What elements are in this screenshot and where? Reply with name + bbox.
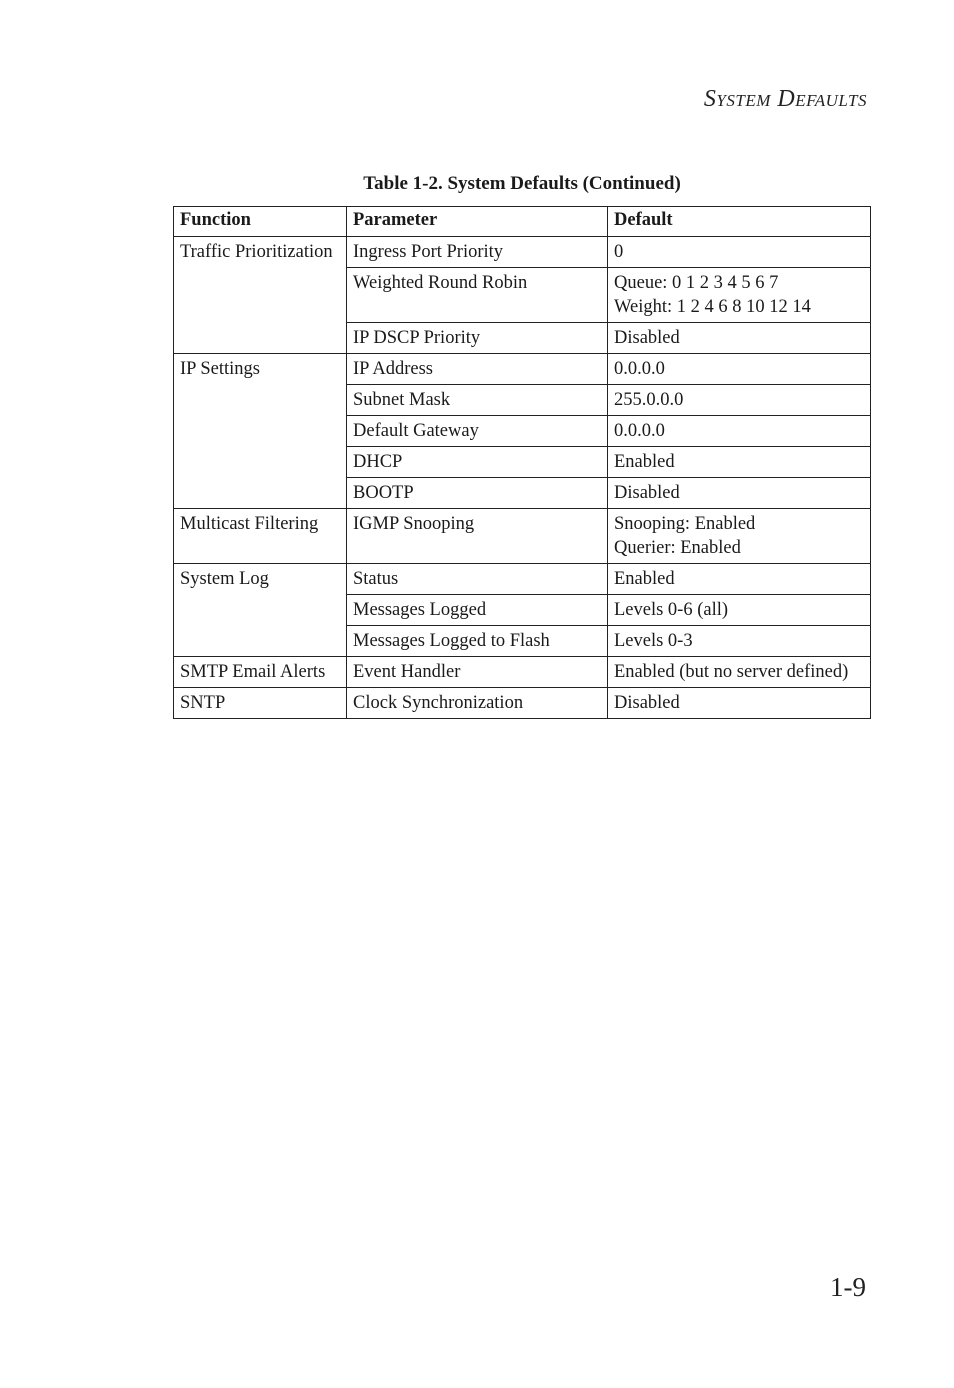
parameter-cell: Subnet Mask [347, 385, 608, 416]
default-cell: 0 [608, 237, 871, 268]
parameter-cell: Ingress Port Priority [347, 237, 608, 268]
column-header-default: Default [608, 207, 871, 237]
function-cell: SMTP Email Alerts [174, 657, 347, 688]
default-cell: Disabled [608, 478, 871, 509]
default-cell: 0.0.0.0 [608, 354, 871, 385]
table-row [174, 688, 871, 719]
parameter-cell: Messages Logged to Flash [347, 626, 608, 657]
system-defaults-table [173, 206, 871, 719]
default-cell: Enabled [608, 564, 871, 595]
default-cell: 255.0.0.0 [608, 385, 871, 416]
parameter-cell: Messages Logged [347, 595, 608, 626]
table-row [174, 237, 871, 268]
parameter-cell: IP DSCP Priority [347, 323, 608, 354]
parameter-cell: IP Address [347, 354, 608, 385]
column-header-function: Function [174, 207, 347, 237]
table-row [174, 657, 871, 688]
function-cell: Multicast Filtering [174, 509, 347, 564]
default-cell: Disabled [608, 323, 871, 354]
parameter-cell: IGMP Snooping [347, 509, 608, 564]
default-cell: Levels 0-3 [608, 626, 871, 657]
default-cell: 0.0.0.0 [608, 416, 871, 447]
table-caption: Table 1-2. System Defaults (Continued) [363, 173, 681, 194]
default-cell: Enabled (but no server defined) [608, 657, 871, 688]
parameter-cell: Clock Synchronization [347, 688, 608, 719]
function-cell: System Log [174, 564, 347, 657]
page-number: 1-9 [830, 1272, 866, 1302]
default-cell: Snooping: Enabled Querier: Enabled [608, 509, 871, 564]
function-cell: IP Settings [174, 354, 347, 509]
parameter-cell: BOOTP [347, 478, 608, 509]
default-cell: Enabled [608, 447, 871, 478]
default-cell: Disabled [608, 688, 871, 719]
default-cell: Queue: 0 1 2 3 4 5 6 7 Weight: 1 2 4 6 8 10 12 14 [608, 268, 871, 323]
parameter-cell: Weighted Round Robin [347, 268, 608, 323]
parameter-cell: Event Handler [347, 657, 608, 688]
parameter-cell: DHCP [347, 447, 608, 478]
function-cell: Traffic Prioritization [174, 237, 347, 354]
table-header-row [174, 207, 871, 237]
column-header-parameter: Parameter [347, 207, 608, 237]
table-row [174, 509, 871, 564]
default-cell: Levels 0-6 (all) [608, 595, 871, 626]
parameter-cell: Status [347, 564, 608, 595]
table-row [174, 564, 871, 595]
running-header: System Defaults [703, 86, 867, 112]
parameter-cell: Default Gateway [347, 416, 608, 447]
table-row [174, 354, 871, 385]
function-cell: SNTP [174, 688, 347, 719]
